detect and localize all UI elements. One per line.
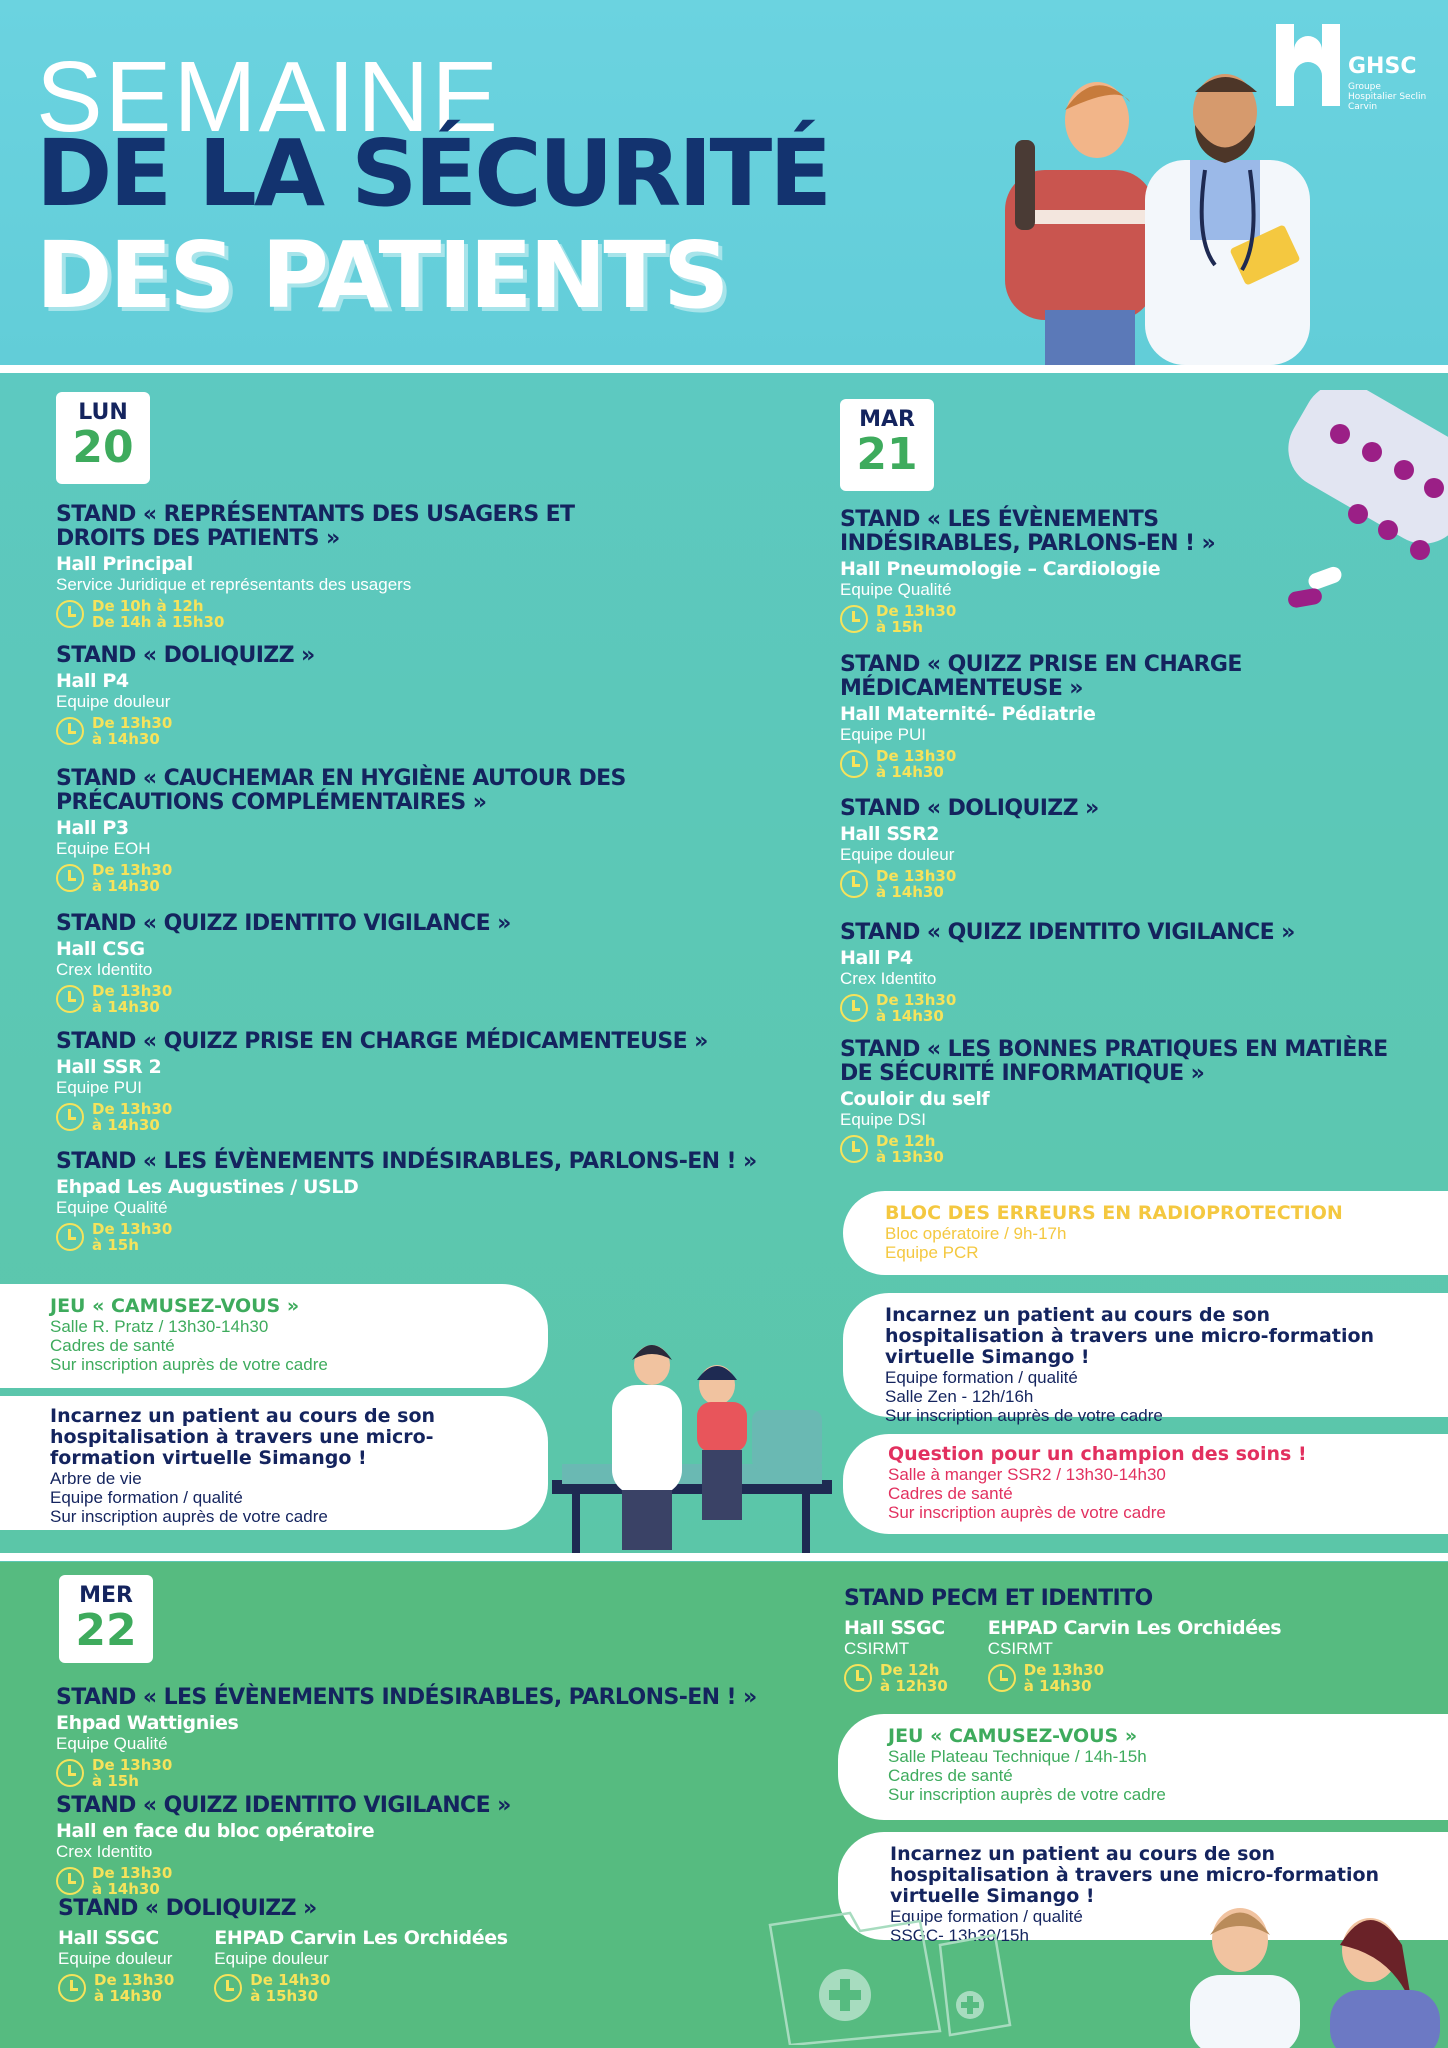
time-end: à 14h30 xyxy=(92,1880,160,1898)
event-team: Equipe DSI xyxy=(840,1110,926,1129)
time-start: De 12h xyxy=(880,1661,940,1679)
clock-icon xyxy=(56,600,84,628)
card-line: Bloc opératoire / 9h-17h xyxy=(885,1224,1067,1243)
event-time xyxy=(214,1972,507,2004)
time-end: à 14h30 xyxy=(876,883,944,901)
event-title: STAND « DOLIQUIZZ » xyxy=(840,796,1099,821)
clock-icon xyxy=(840,870,868,898)
tuesday-radioprotection-card xyxy=(843,1191,1448,1275)
card-line: Equipe formation / qualité xyxy=(885,1368,1078,1387)
time-start: De 13h30 xyxy=(876,867,957,885)
event-time xyxy=(844,1662,948,1694)
card-line: Cadres de santé xyxy=(50,1336,175,1355)
monday-game-card xyxy=(0,1284,548,1388)
event-location: Hall SSR 2 xyxy=(56,1056,162,1078)
clock-icon xyxy=(56,985,84,1013)
time-end: à 14h30 xyxy=(876,1007,944,1025)
event-team: Equipe Qualité xyxy=(56,1734,168,1753)
sub-location-b xyxy=(988,1615,1281,1694)
card-line: Cadres de santé xyxy=(888,1766,1013,1785)
event-location: Ehpad Les Augustines / USLD xyxy=(56,1176,359,1198)
sub-location-b xyxy=(214,1925,507,2004)
event-location: EHPAD Carvin Les Orchidées xyxy=(987,1617,1282,1639)
card-line: SSGC- 13h30/15h xyxy=(890,1926,1029,1945)
clock-icon xyxy=(840,750,868,778)
date-badge-day: LUN xyxy=(78,400,128,425)
event-title: STAND PECM ET IDENTITO xyxy=(844,1586,1153,1611)
time-start: De 13h30 xyxy=(92,982,173,1000)
card-line: Arbre de vie xyxy=(50,1469,142,1488)
title-line-3: DES PATIENTS xyxy=(36,222,727,329)
time-end: à 14h30 xyxy=(92,730,160,748)
clock-icon xyxy=(56,1103,84,1131)
event-time xyxy=(988,1662,1281,1694)
logo-text: GHSC xyxy=(1348,54,1417,79)
event-monday-1 xyxy=(56,503,616,630)
clock-icon xyxy=(58,1974,86,2002)
time-start: De 13h30 xyxy=(92,1100,173,1118)
event-wednesday-pecm xyxy=(844,1587,1364,1694)
event-location: Hall P4 xyxy=(840,947,913,969)
event-location: Hall SSGC xyxy=(58,1927,159,1949)
card-title: JEU « CAMUSEZ-VOUS » xyxy=(888,1725,1138,1747)
card-line: Sur inscription auprès de votre cadre xyxy=(888,1503,1166,1522)
tuesday-simango-card xyxy=(843,1293,1448,1425)
event-time xyxy=(56,1865,616,1897)
event-tuesday-3 xyxy=(840,797,1320,900)
time-start: De 14h30 xyxy=(250,1971,331,1989)
event-title: STAND « LES ÉVÈNEMENTS INDÉSIRABLES, PARLONS-EN ! » xyxy=(840,507,1216,556)
event-title: STAND « LES BONNES PRATIQUES EN MATIÈRE DE SÉCURITÉ INFORMATIQUE » xyxy=(840,1037,1388,1086)
event-time xyxy=(840,748,1280,780)
date-badge-number: 22 xyxy=(75,1605,137,1656)
header-divider xyxy=(0,365,1448,373)
event-location: Ehpad Wattignies xyxy=(56,1712,239,1734)
time-end: à 14h30 xyxy=(876,763,944,781)
clock-icon xyxy=(840,1135,868,1163)
event-monday-5 xyxy=(56,1030,756,1133)
date-badge-wednesday xyxy=(59,1575,153,1663)
event-title: STAND « QUIZZ IDENTITO VIGILANCE » xyxy=(56,1793,511,1818)
event-monday-4 xyxy=(56,912,616,1015)
clock-icon xyxy=(840,605,868,633)
event-title: STAND « QUIZZ IDENTITO VIGILANCE » xyxy=(840,920,1295,945)
card-title: JEU « CAMUSEZ-VOUS » xyxy=(50,1295,300,1317)
time-start: De 13h30 xyxy=(876,602,957,620)
clock-icon xyxy=(56,864,84,892)
date-badge-tuesday xyxy=(840,399,934,491)
event-team: Equipe EOH xyxy=(56,839,151,858)
date-badge-day: MAR xyxy=(859,407,915,432)
clock-icon xyxy=(56,717,84,745)
card-line: Equipe PCR xyxy=(885,1243,979,1262)
event-tuesday-4 xyxy=(840,921,1340,1024)
clock-icon xyxy=(840,994,868,1022)
event-tuesday-1 xyxy=(840,508,1320,635)
event-time xyxy=(840,868,1320,900)
card-title: BLOC DES ERREURS EN RADIOPROTECTION xyxy=(885,1202,1343,1224)
event-team: Equipe PUI xyxy=(56,1078,142,1097)
card-line: Sur inscription auprès de votre cadre xyxy=(888,1785,1166,1804)
event-location: Hall Pneumologie – Cardiologie xyxy=(840,558,1161,580)
event-team: Equipe douleur xyxy=(58,1949,173,1968)
card-line: Salle R. Pratz / 13h30-14h30 xyxy=(50,1317,269,1336)
event-team: Equipe PUI xyxy=(840,725,926,744)
title-line-1: SEMAINE xyxy=(36,41,501,153)
clock-icon xyxy=(56,1867,84,1895)
card-line: Salle à manger SSR2 / 13h30-14h30 xyxy=(888,1465,1166,1484)
event-monday-3 xyxy=(56,767,646,894)
event-team: Equipe Qualité xyxy=(56,1198,168,1217)
time-end: à 14h30 xyxy=(1023,1677,1092,1695)
tuesday-champion-card xyxy=(843,1434,1448,1534)
time-end: De 14h à 15h30 xyxy=(92,613,225,631)
event-location: Hall Principal xyxy=(56,553,193,575)
event-title: STAND « CAUCHEMAR EN HYGIÈNE AUTOUR DES PRÉCAUTIONS COMPLÉMENTAIRES » xyxy=(56,766,626,815)
event-location: Hall Maternité- Pédiatrie xyxy=(840,703,1096,725)
card-line: Cadres de santé xyxy=(888,1484,1013,1503)
card-line: Sur inscription auprès de votre cadre xyxy=(50,1355,328,1374)
event-monday-2 xyxy=(56,644,616,747)
time-end: à 15h xyxy=(92,1772,139,1790)
event-time xyxy=(840,992,1340,1024)
clock-icon xyxy=(214,1974,242,2002)
event-team: CSIRMT xyxy=(987,1639,1053,1658)
event-title: STAND « DOLIQUIZZ » xyxy=(58,1896,317,1921)
time-end: à 15h xyxy=(876,618,923,636)
event-location: Hall P3 xyxy=(56,817,129,839)
monday-simango-card xyxy=(0,1396,548,1530)
card-line: Salle Zen - 12h/16h xyxy=(885,1387,1034,1406)
card-line: Equipe formation / qualité xyxy=(890,1907,1083,1926)
time-start: De 13h30 xyxy=(94,1971,175,1989)
event-time xyxy=(56,1757,796,1789)
time-start: De 13h30 xyxy=(876,747,957,765)
date-badge-number: 21 xyxy=(856,429,918,480)
doctor-child-illustration xyxy=(552,1340,842,1555)
clock-icon xyxy=(844,1664,872,1692)
event-location: Hall P4 xyxy=(56,670,129,692)
event-time xyxy=(56,1221,796,1253)
card-title: Incarnez un patient au cours de son hospitalisation à travers une micro-formation virtuelle Simango ! xyxy=(885,1304,1375,1368)
section-divider xyxy=(0,1553,1448,1561)
event-team: Service Juridique et représentants des usagers xyxy=(56,575,412,594)
date-badge-monday xyxy=(56,392,150,484)
header-banner xyxy=(0,0,1448,365)
clock-icon xyxy=(56,1223,84,1251)
event-team: Crex Identito xyxy=(840,969,937,988)
event-monday-6 xyxy=(56,1150,796,1253)
date-badge-number: 20 xyxy=(72,422,134,473)
medical-folder-icon xyxy=(760,1895,1020,2045)
event-title: STAND « LES ÉVÈNEMENTS INDÉSIRABLES, PARLONS-EN ! » xyxy=(56,1685,757,1710)
event-time xyxy=(56,715,616,747)
event-tuesday-2 xyxy=(840,653,1280,780)
title-line-2: DE LA SÉCURITÉ xyxy=(36,120,830,227)
clock-icon xyxy=(988,1664,1016,1692)
event-time xyxy=(56,1101,756,1133)
event-title: STAND « QUIZZ IDENTITO VIGILANCE » xyxy=(56,911,511,936)
time-end: à 13h30 xyxy=(876,1148,944,1166)
doctor-patient-illustration xyxy=(1160,1895,1448,2048)
event-time xyxy=(56,983,616,1015)
sub-location-a xyxy=(844,1615,948,1694)
card-line: Equipe formation / qualité xyxy=(50,1488,243,1507)
event-team: Crex Identito xyxy=(56,1842,153,1861)
time-start: De 13h30 xyxy=(92,1220,173,1238)
card-title: Question pour un champion des soins ! xyxy=(888,1443,1307,1465)
event-time xyxy=(840,1133,1400,1165)
event-team: CSIRMT xyxy=(844,1639,910,1658)
time-start: De 10h à 12h xyxy=(92,597,204,615)
event-location: Hall SSR2 xyxy=(840,823,940,845)
wednesday-game-card xyxy=(838,1714,1448,1820)
card-title: Incarnez un patient au cours de son hospitalisation à travers une micro-formation virtuelle Simango ! xyxy=(50,1405,436,1469)
time-end: à 14h30 xyxy=(92,998,160,1016)
event-title: STAND « LES ÉVÈNEMENTS INDÉSIRABLES, PARLONS-EN ! » xyxy=(56,1149,757,1174)
card-title: Incarnez un patient au cours de son hospitalisation à travers une micro-formation virtuelle Simango ! xyxy=(890,1843,1380,1907)
event-title: STAND « REPRÉSENTANTS DES USAGERS ET DROITS DES PATIENTS » xyxy=(56,502,575,551)
patient-doctor-illustration xyxy=(985,70,1325,365)
time-start: De 13h30 xyxy=(1023,1661,1105,1679)
time-end: à 12h30 xyxy=(880,1677,948,1695)
event-team: Equipe douleur xyxy=(840,845,955,864)
time-end: à 14h30 xyxy=(92,877,160,895)
time-start: De 13h30 xyxy=(92,1756,173,1774)
event-location: Hall SSGC xyxy=(844,1617,945,1639)
time-end: à 15h xyxy=(92,1236,139,1254)
event-team: Equipe douleur xyxy=(214,1949,329,1968)
event-title: STAND « QUIZZ PRISE EN CHARGE MÉDICAMENTEUSE » xyxy=(56,1029,708,1054)
event-location: EHPAD Carvin Les Orchidées xyxy=(214,1927,508,1949)
event-time xyxy=(840,603,1320,635)
time-end: à 14h30 xyxy=(92,1116,160,1134)
clock-icon xyxy=(56,1759,84,1787)
event-title: STAND « DOLIQUIZZ » xyxy=(56,643,315,668)
card-line: Salle Plateau Technique / 14h-15h xyxy=(888,1747,1147,1766)
event-wednesday-2 xyxy=(56,1794,616,1897)
logo-subtext: Groupe Hospitalier Seclin Carvin xyxy=(1348,82,1427,112)
time-end: à 15h30 xyxy=(250,1987,319,2005)
event-location: Hall CSG xyxy=(56,938,145,960)
event-time xyxy=(56,598,616,630)
event-wednesday-doliquizz xyxy=(58,1897,578,2004)
date-badge-day: MER xyxy=(79,1583,133,1608)
event-team: Crex Identito xyxy=(56,960,153,979)
card-line: Sur inscription auprès de votre cadre xyxy=(50,1507,328,1526)
time-end: à 14h30 xyxy=(94,1987,162,2005)
event-tuesday-5 xyxy=(840,1038,1400,1165)
time-start: De 13h30 xyxy=(92,861,173,879)
event-location: Hall en face du bloc opératoire xyxy=(56,1820,375,1842)
time-start: De 13h30 xyxy=(876,991,957,1009)
event-team: Equipe Qualité xyxy=(840,580,952,599)
event-title: STAND « QUIZZ PRISE EN CHARGE MÉDICAMENTEUSE » xyxy=(840,652,1242,701)
event-time xyxy=(58,1972,174,2004)
time-start: De 13h30 xyxy=(92,1864,173,1882)
card-line: Sur inscription auprès de votre cadre xyxy=(885,1406,1163,1425)
time-start: De 12h xyxy=(876,1132,936,1150)
event-time xyxy=(56,862,646,894)
event-team: Equipe douleur xyxy=(56,692,171,711)
sub-location-a xyxy=(58,1925,174,2004)
event-wednesday-1 xyxy=(56,1686,796,1789)
event-location: Couloir du self xyxy=(840,1088,990,1110)
time-start: De 13h30 xyxy=(92,714,173,732)
